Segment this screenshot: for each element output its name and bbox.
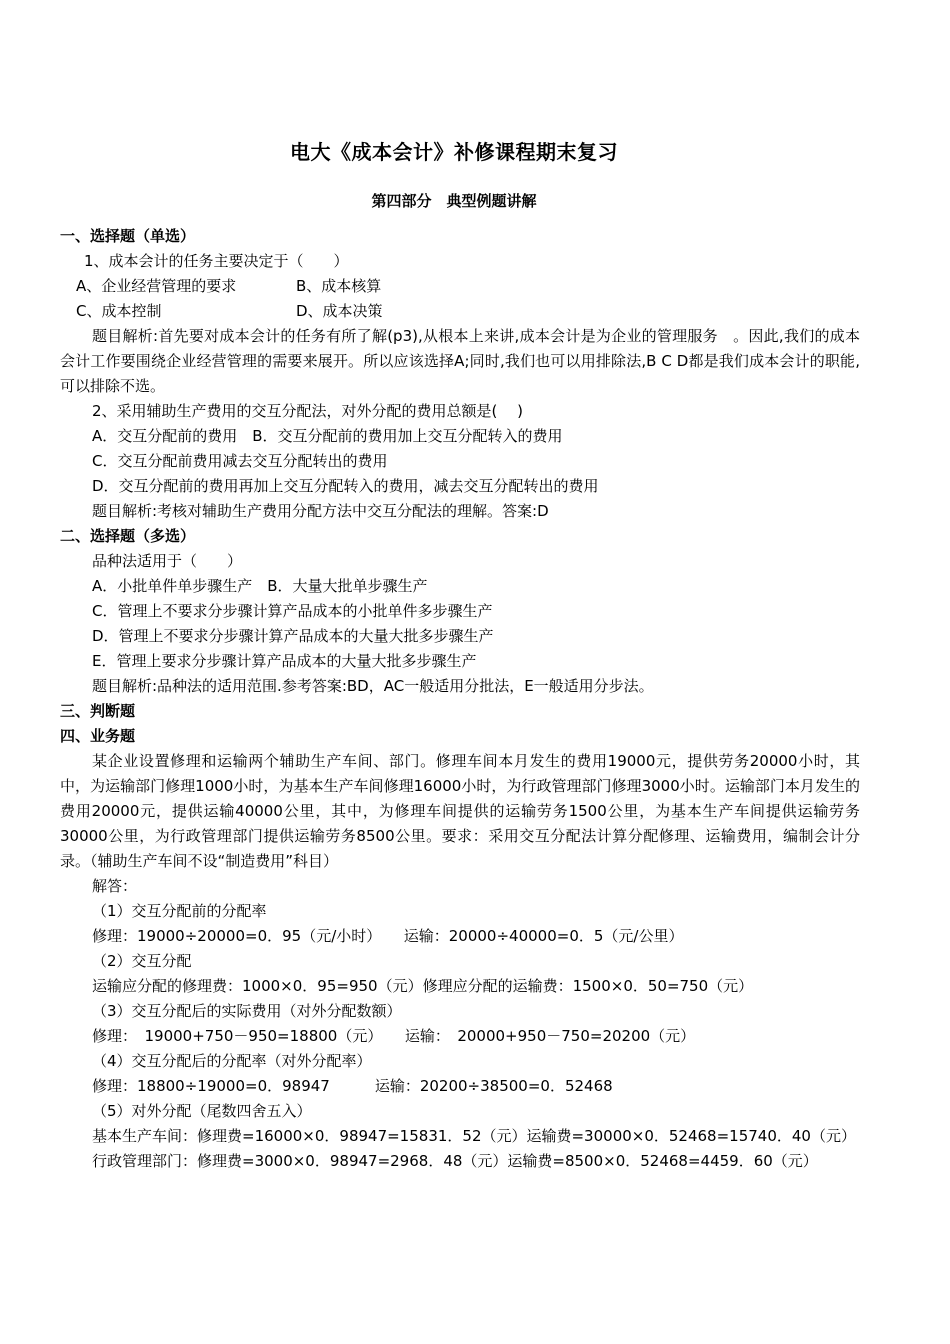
section-4-heading: 四、业务题 xyxy=(60,727,136,745)
step-2-calc: 运输应分配的修理费：1000×0．95=950（元）修理应分配的运输费：1500×0．50=750（元） xyxy=(92,977,754,995)
step-1-calc: 修理：19000÷20000=0．95（元/小时） 运输：20000÷40000=0．5（元/公里） xyxy=(92,927,684,945)
step-3-heading: （3）交互分配后的实际费用（对外分配数额） xyxy=(92,1002,402,1020)
question-1-options-cd xyxy=(60,299,860,324)
section-3-heading: 三、判断题 xyxy=(60,702,136,720)
question-1-analysis: 题目解析:首先要对成本会计的任务有所了解(p3),从根本上来讲,成本会计是为企业的管理服务 。因此,我们的成本会计工作要围绕企业经营管理的需要来展开。所以应该选择A;同时,我们也可以用排除法,B C D都是我们成本会计的职能,可以排除不选。 xyxy=(60,327,860,395)
option-b: B、成本核算 xyxy=(296,277,382,295)
document-subtitle: 第四部分 典型例题讲解 xyxy=(371,192,537,210)
multi-question: 品种法适用于（ ） xyxy=(92,552,243,570)
step-4-heading: （4）交互分配后的分配率（对外分配率） xyxy=(92,1052,372,1070)
question-1: 1、成本会计的任务主要决定于（ ） xyxy=(84,252,349,270)
option-a: A、企业经营管理的要求 xyxy=(76,277,237,295)
step-1-heading: （1）交互分配前的分配率 xyxy=(92,902,267,920)
multi-options-ab: A．小批单件单步骤生产 B．大量大批单步骤生产 xyxy=(92,577,428,595)
option-c: C、成本控制 xyxy=(76,302,162,320)
document-body xyxy=(60,224,860,1174)
section-1-heading: 一、选择题（单选） xyxy=(60,227,196,245)
step-2-heading: （2）交互分配 xyxy=(92,952,192,970)
question-1-options-ab xyxy=(60,274,860,299)
question-2-options-ab: A．交互分配前的费用 B．交互分配前的费用加上交互分配转入的费用 xyxy=(92,427,563,445)
multi-analysis: 题目解析:品种法的适用范围.参考答案:BD，AC一般适用分批法，E一般适用分步法。 xyxy=(92,677,654,695)
multi-option-c: C．管理上不要求分步骤计算产品成本的小批单件多步骤生产 xyxy=(92,602,493,620)
business-problem: 某企业设置修理和运输两个辅助生产车间、部门。修理车间本月发生的费用19000元，提供劳务20000小时，其中，为运输部门修理1000小时，为基本生产车间修理16000小时，为行政管理部门修理3000小时。运输部门本月发生的费用20000元，提供运输40000公里，其中，为修理车间提供的运输劳务1500公里，为基本生产车间提供运输劳务30000公里，为行政管理部门提供运输劳务8500公里。要求：采用交互分配法计算分配修理、运输费用，编制会计分录。（辅助生产车间不设“制造费用”科目） xyxy=(60,752,860,870)
question-2: 2、采用辅助生产费用的交互分配法，对外分配的费用总额是( ) xyxy=(92,402,524,420)
step-5-heading: （5）对外分配（尾数四舍五入） xyxy=(92,1102,312,1120)
question-2-option-c: C．交互分配前费用减去交互分配转出的费用 xyxy=(92,452,388,470)
multi-option-e: E．管理上要求分步骤计算产品成本的大量大批多步骤生产 xyxy=(92,652,477,670)
multi-option-d: D．管理上不要求分步骤计算产品成本的大量大批多步骤生产 xyxy=(92,627,494,645)
option-d: D、成本决策 xyxy=(296,302,383,320)
question-2-option-d: D．交互分配前的费用再加上交互分配转入的费用，减去交互分配转出的费用 xyxy=(92,477,599,495)
step-5-basic-production: 基本生产车间：修理费=16000×0．98947=15831．52（元）运输费=30000×0．52468=15740．40（元） xyxy=(92,1127,856,1145)
step-5-administration: 行政管理部门：修理费=3000×0．98947=2968．48（元）运输费=8500×0．52468=4459．60（元） xyxy=(92,1152,818,1170)
step-3-calc: 修理： 19000+750－950=18800（元） 运输： 20000+950－750=20200（元） xyxy=(92,1027,696,1045)
document-title: 电大《成本会计》补修课程期末复习 xyxy=(290,140,618,164)
question-2-analysis: 题目解析:考核对辅助生产费用分配方法中交互分配法的理解。答案:D xyxy=(92,502,549,520)
step-4-calc: 修理：18800÷19000=0．98947 运输：20200÷38500=0．52468 xyxy=(92,1077,613,1095)
section-2-heading: 二、选择题（多选） xyxy=(60,527,196,545)
answer-label: 解答： xyxy=(92,877,138,895)
